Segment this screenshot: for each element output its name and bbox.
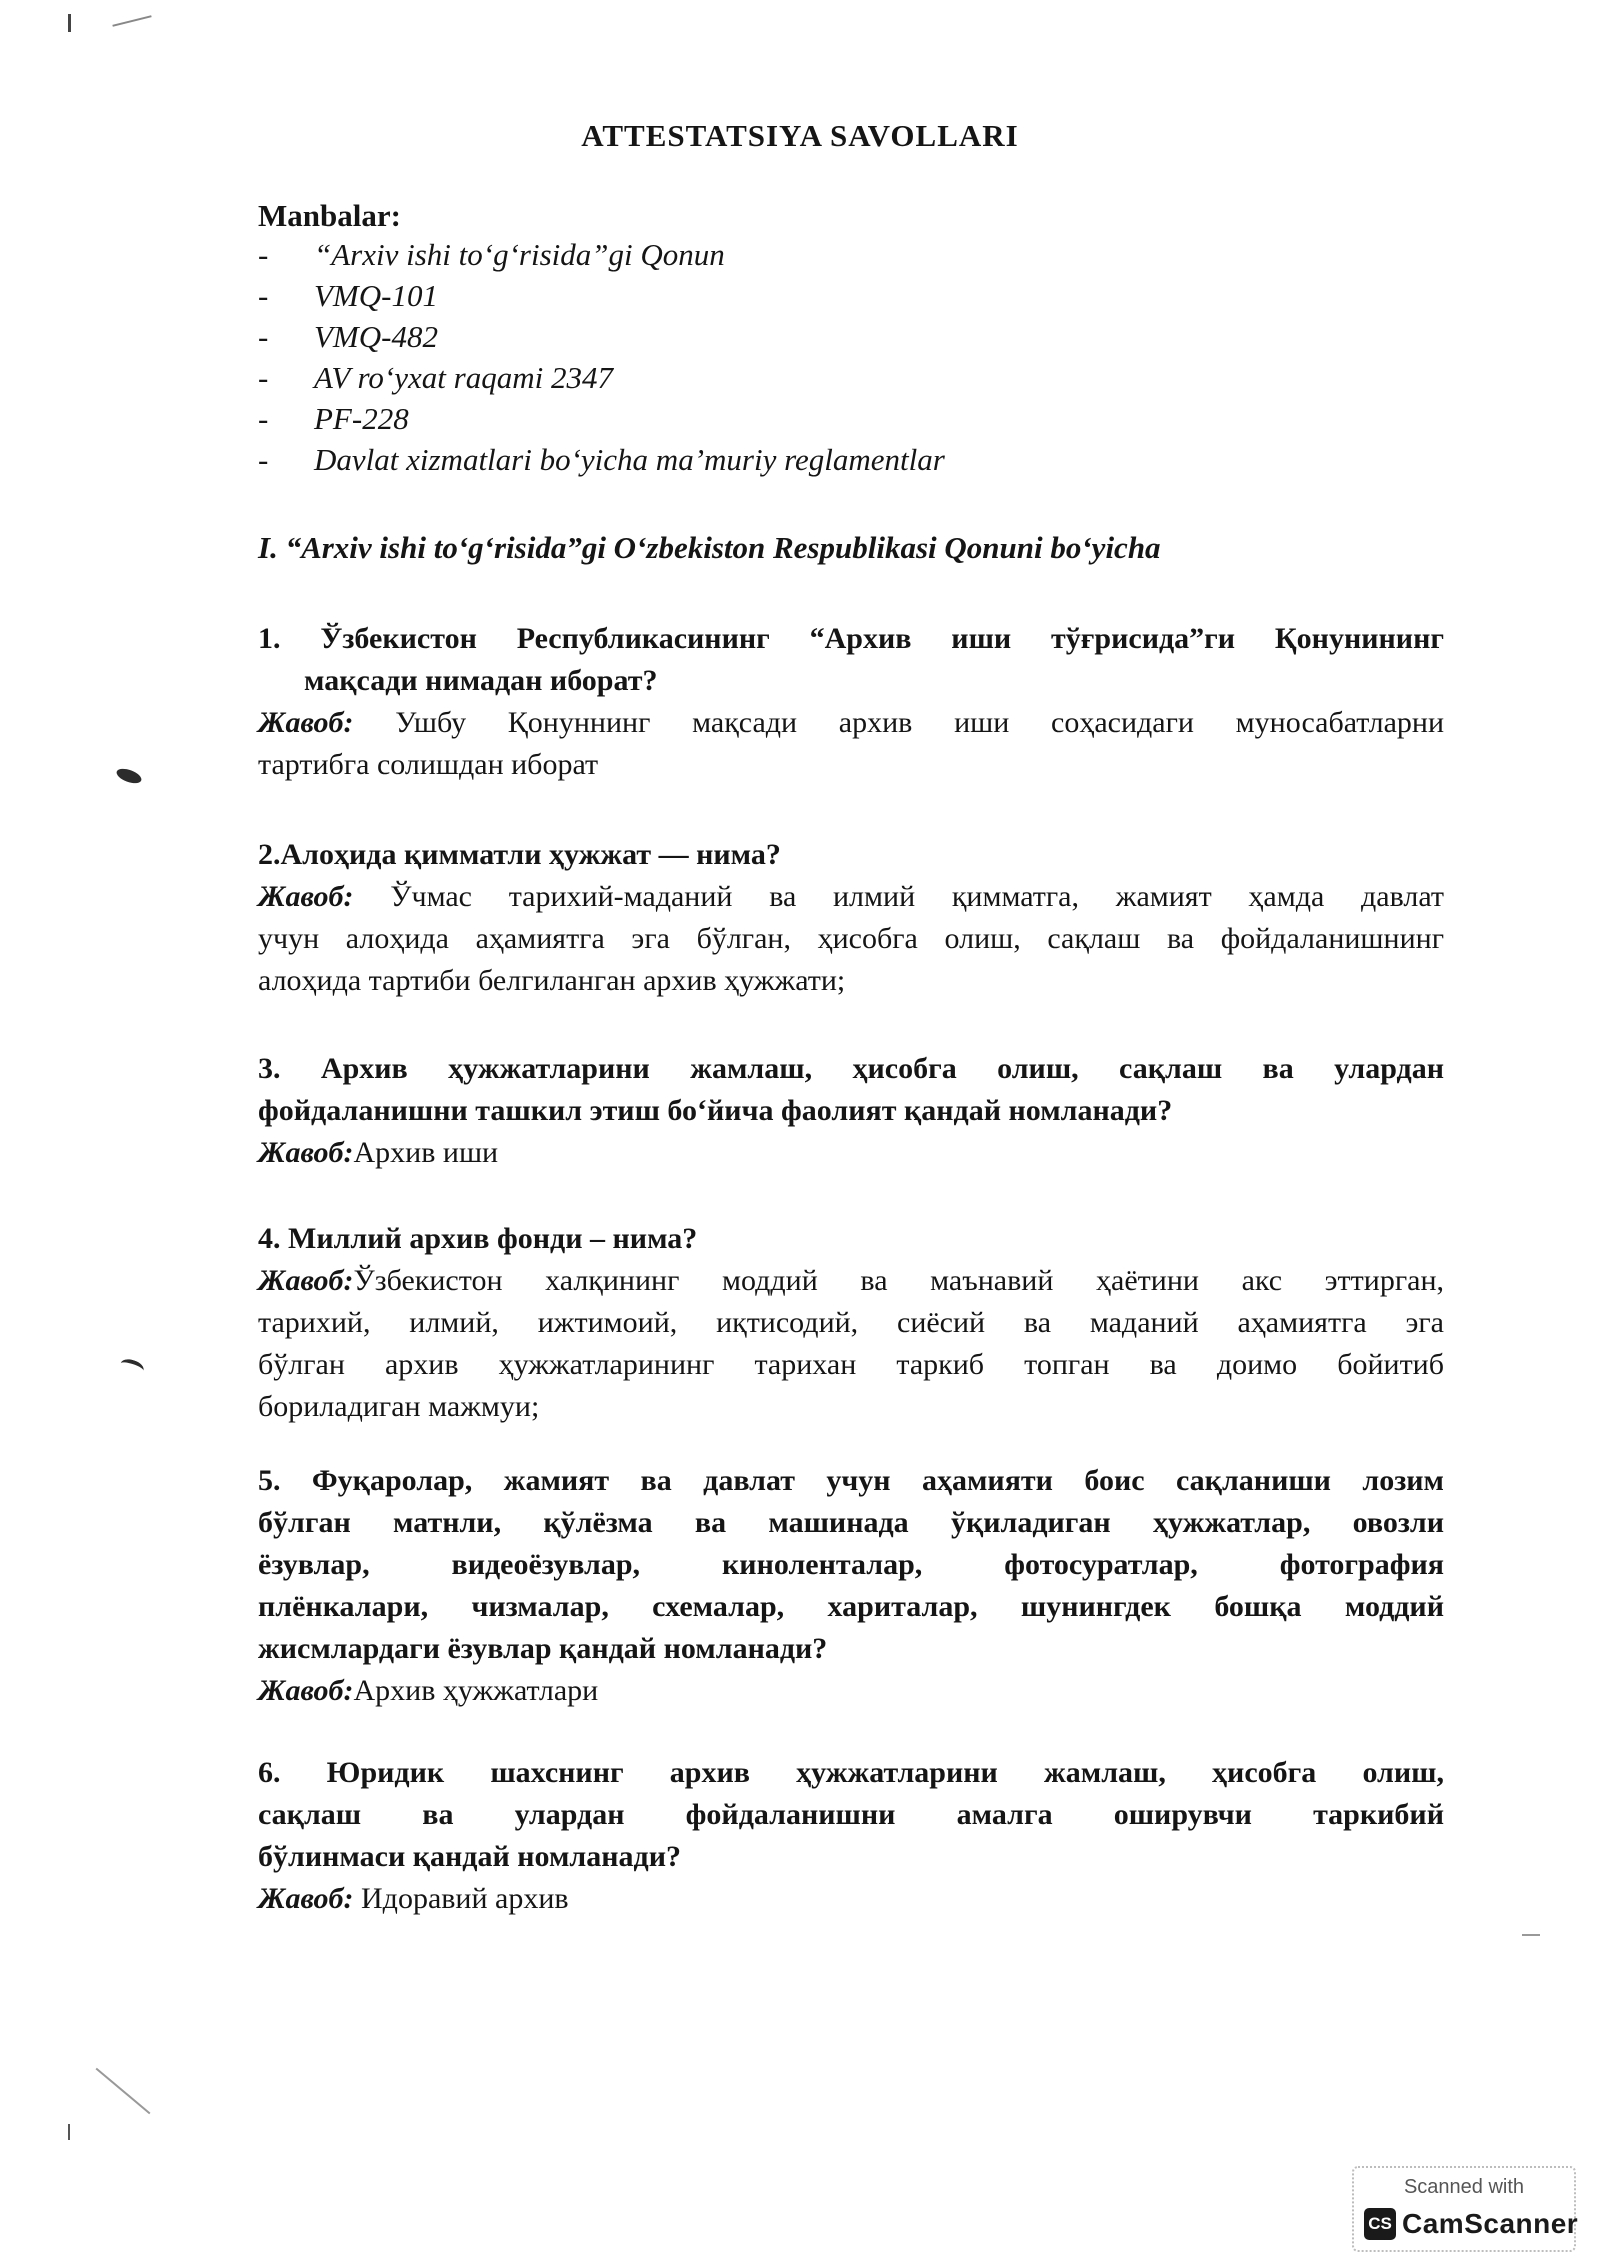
source-item: - PF-228 (258, 400, 409, 436)
scan-mark-bottom-left-line (96, 2068, 151, 2115)
question-text: 3. Архив ҳужжатларини жамлаш, ҳисобга олиш, сақлаш ва улардан фойдаланишни ташкил этиш бо‘йича фаолият қандай номланади? (258, 1052, 1444, 1127)
question-block-2 (258, 834, 1444, 1002)
scan-mark-right (1522, 1934, 1540, 1936)
watermark-brand (1364, 2208, 1578, 2240)
answer-label: Жавоб: (258, 1882, 354, 1915)
answer-text: Жавоб:Архив иши (258, 1136, 499, 1169)
question-block-3 (258, 1048, 1444, 1174)
scan-mark-bottom-left (68, 2124, 70, 2140)
question-block-4 (258, 1218, 1444, 1428)
scan-mark-top-line (112, 15, 151, 27)
question-block-5 (258, 1460, 1444, 1712)
camscanner-watermark (1352, 2166, 1579, 2252)
source-item: - AV ro‘yxat raqami 2347 (258, 359, 613, 395)
hole-punch-mark-upper (115, 766, 144, 786)
section-heading: I. “Arxiv ishi to‘g‘risida”gi O‘zbekiston Respublikasi Qonuni bo‘yicha (258, 530, 1161, 565)
sources-heading: Manbalar: (258, 198, 401, 233)
question-block-6 (258, 1752, 1444, 1920)
answer-text: Жавоб:Архив ҳужжатлари (258, 1674, 599, 1707)
source-item: - Davlat xizmatlari bo‘yicha ma’muriy reglamentlar (258, 441, 945, 477)
answer-text: Жавоб: Ўчмас тарихий-маданий ва илмий қимматга, жамият ҳамда давлат учун алоҳида аҳамиятга эга бўлган, ҳисобга олиш, сақлаш ва фойдаланишнинг алоҳида тартиби белгиланган архив ҳужжати; (258, 880, 1444, 997)
answer-text: Жавоб: Ушбу Қонуннинг мақсади архив иши соҳасидаги муносабатларни тартибга солишдан иборат (258, 706, 1445, 781)
question-text: 5. Фуқаролар, жамият ва давлат учун аҳамияти боис сақланиши лозим бўлган матнли, қўлёзма ва машинада ўқиладиган ҳужжатлар, овозли ёзувлар, видеоёзувлар, киноленталар, фотосуратлар, фотография плёнкалари, чизмалар, схемалар, хариталар, шунингдек бошқа моддий жисмлардаги ёзувлар қандай номланади? (258, 1464, 1444, 1665)
watermark-brand-name: CamScanner (1402, 2208, 1579, 2239)
scan-mark-top-left (68, 14, 71, 32)
question-text: 1. Ўзбекистон Республикасининг “Архив иши тўғрисида”ги Қонунининг мақсади нимадан иборат? (258, 622, 1444, 697)
source-item: - “Arxiv ishi to‘g‘risida”gi Qonun (258, 236, 725, 272)
answer-text: Жавоб: Идоравий архив (258, 1882, 569, 1915)
question-text: 2.Алоҳида қимматли ҳужжат — нима? (258, 838, 781, 871)
answer-text: Жавоб:Ўзбекистон халқининг моддий ва маънавий ҳаётини акс эттирган, тарихий, илмий, ижтимоий, иқтисодий, сиёсий ва маданий аҳамиятга эга бўлган архив ҳужжатларининг тарихан таркиб топган ва доимо бойитиб бориладиган мажмуи; (258, 1264, 1444, 1423)
camscanner-logo-icon: CS (1364, 2208, 1396, 2240)
question-text: 4. Миллий архив фонди – нима? (258, 1222, 698, 1255)
sources-list (258, 234, 1458, 480)
answer-label: Жавоб: (258, 880, 354, 913)
answer-label: Жавоб: (258, 1674, 354, 1707)
page-title: ATTESTATSIYA SAVOLLARI (581, 118, 1019, 153)
answer-label: Жавоб: (258, 1136, 354, 1169)
answer-label: Жавоб: (258, 706, 354, 739)
hole-punch-mark-lower (118, 1357, 145, 1378)
source-item: - VMQ-101 (258, 277, 438, 313)
watermark-caption: Scanned with (1403, 2176, 1525, 2198)
source-item: - VMQ-482 (258, 318, 438, 354)
question-text: 6. Юридик шахснинг архив ҳужжатларини жамлаш, ҳисобга олиш, сақлаш ва улардан фойдаланишни амалга оширувчи таркибий бўлинмаси қандай номланади? (258, 1756, 1444, 1873)
question-block-1 (258, 618, 1444, 786)
answer-label: Жавоб: (258, 1264, 354, 1297)
